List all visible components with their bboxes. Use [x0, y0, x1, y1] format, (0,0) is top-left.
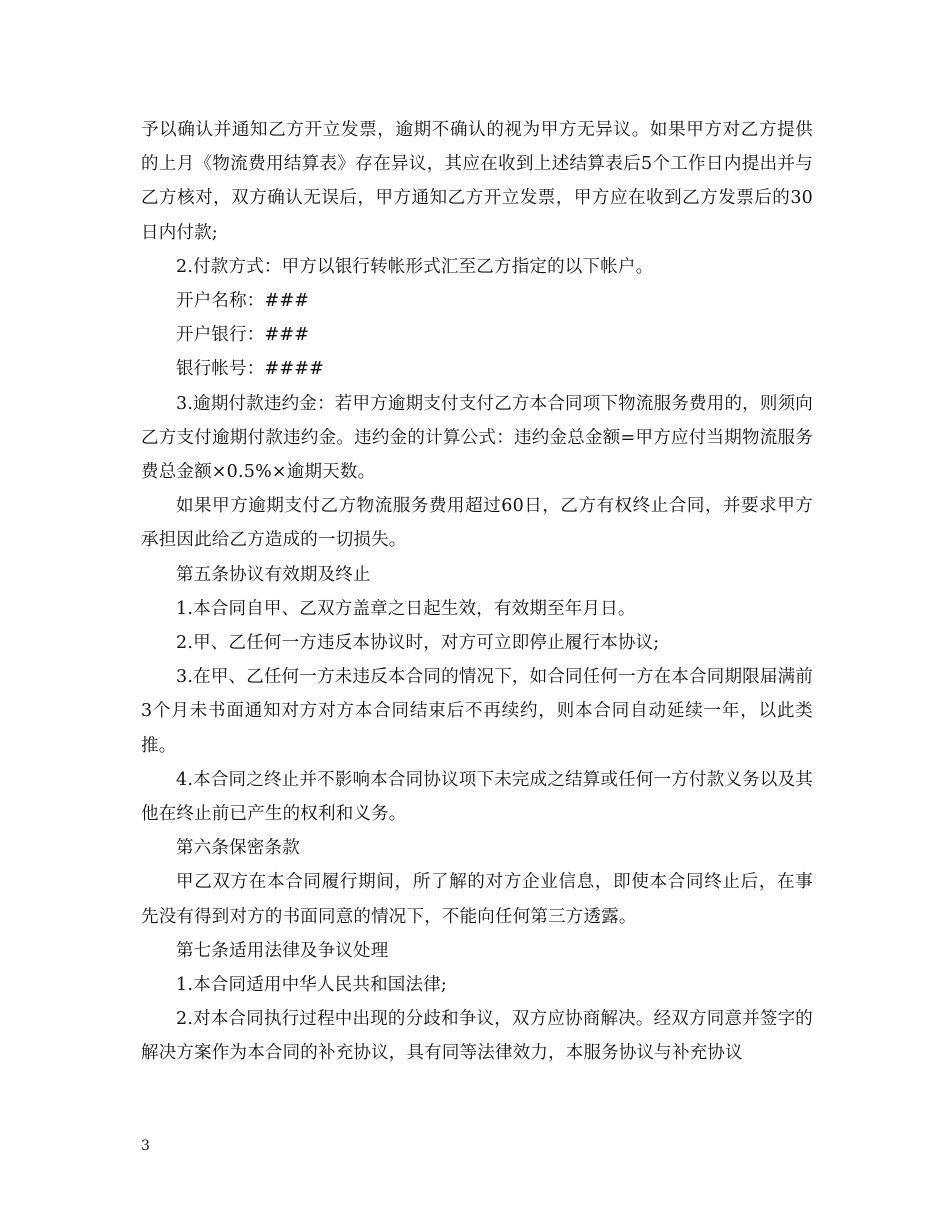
paragraph-effective-date: 1.本合同自甲、乙双方盖章之日起生效，有效期至年月日。 — [176, 598, 636, 619]
paragraph-auto-renewal: 3.在甲、乙任何一方未违反本合同的情况下，如合同任何一方在本合同期限届满前3个月未书面通知对方对方本合同结束后不再续约，则本合同自动延续一年，以此类推。 — [141, 667, 813, 756]
paragraph-breach-stop: 2.甲、乙任何一方违反本协议时，对方可立即停止履行本协议; — [176, 633, 660, 654]
paragraph-payment-method: 2.付款方式：甲方以银行转帐形式汇至乙方指定的以下帐户。 — [176, 256, 654, 277]
section-heading-validity-termination: 第五条协议有效期及终止 — [176, 564, 371, 585]
section-heading-applicable-law: 第七条适用法律及争议处理 — [176, 940, 389, 961]
paragraph-confidentiality: 甲乙双方在本合同履行期间，所了解的对方企业信息，即使本合同终止后，在事先没有得到对方的书面同意的情况下，不能向任何第三方透露。 — [141, 872, 813, 927]
page-number: 3 — [141, 1138, 150, 1154]
paragraph-continued-invoice-terms: 予以确认并通知乙方开立发票，逾期不确认的视为甲方无异议。如果甲方对乙方提供的上月《物流费用结算表》存在异议，其应在收到上述结算表后5个工作日内提出并与乙方核对，双方确认无误后，甲方通知乙方开立发票，甲方应在收到乙方发票后的30日内付款; — [141, 120, 813, 243]
paragraph-termination-right: 如果甲方逾期支付乙方物流服务费用超过60日，乙方有权终止合同，并要求甲方承担因此给乙方造成的一切损失。 — [141, 496, 813, 551]
paragraph-bank-account: 银行帐号：#### — [176, 359, 324, 380]
paragraph-dispute-resolution: 2.对本合同执行过程中出现的分歧和争议，双方应协商解决。经双方同意并签字的解决方案作为本合同的补充协议，具有同等法律效力，本服务协议与补充协议 — [141, 1009, 813, 1064]
paragraph-account-name: 开户名称：### — [176, 291, 310, 312]
paragraph-termination-effects: 4.本合同之终止并不影响本合同协议项下未完成之结算或任何一方付款义务以及其他在终止前已产生的权利和义务。 — [141, 769, 813, 825]
paragraph-bank-name: 开户银行：### — [176, 325, 310, 346]
paragraph-governing-law: 1.本合同适用中华人民共和国法律; — [176, 975, 447, 996]
document-body — [141, 113, 813, 1071]
section-heading-confidentiality: 第六条保密条款 — [176, 838, 300, 859]
paragraph-late-payment-penalty: 3.逾期付款违约金：若甲方逾期支付支付乙方本合同项下物流服务费用的，则须向乙方支付逾期付款违约金。违约金的计算公式：违约金总金额=甲方应付当期物流服务费总金额×0.5%×逾期天数。 — [141, 393, 813, 483]
